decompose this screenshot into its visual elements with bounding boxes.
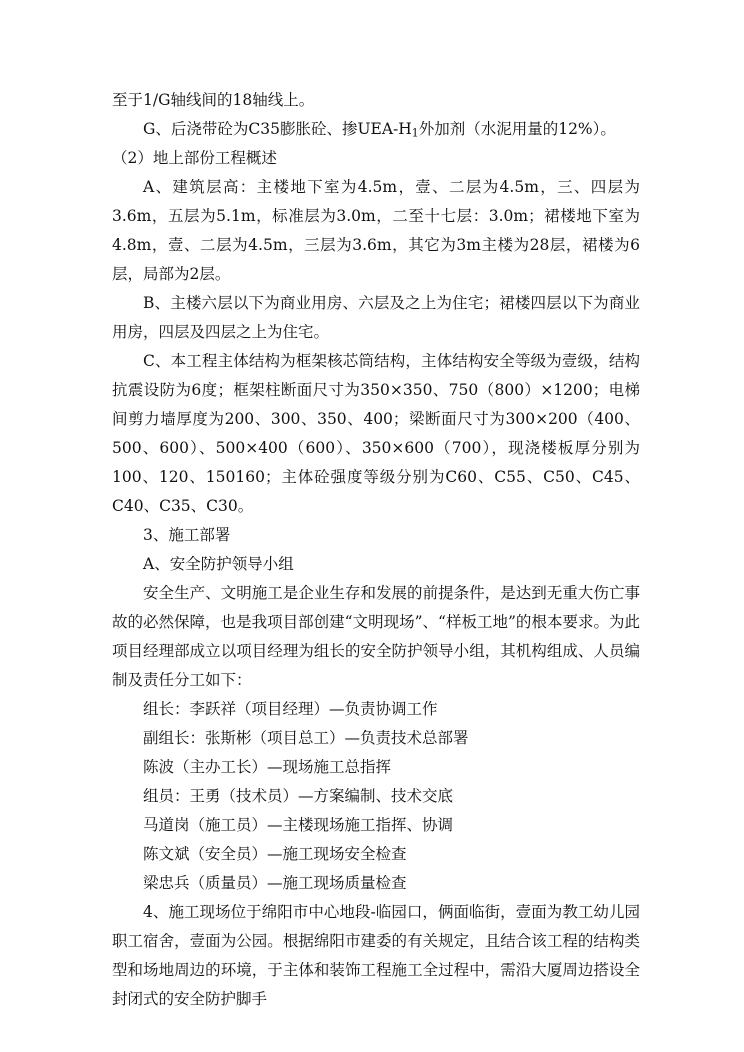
paragraph-safety-intro: 安全生产、文明施工是企业生存和发展的前提条件，是达到无重大伤亡事故的必然保障，也是我项目部创建“文明现场”、“样板工地”的根本要求。为此项目经理部成立以项目经理为组长的安全防护领导小组，其机构组成、人员编制及责任分工如下： <box>112 584 640 689</box>
team-member-technician: 组员：王勇（技术员）—方案编制、技术交底 <box>143 787 454 805</box>
paragraph-axis-continuation: 至于1/G轴线间的18轴线上。 <box>112 91 315 109</box>
team-member-constructor: 马道岗（施工员）—主楼现场施工指挥、协调 <box>143 816 454 834</box>
section-heading-above-ground: （2）地上部份工程概述 <box>112 149 277 167</box>
team-member-deputy: 副组长：张斯彬（项目总工）—负责技术总部署 <box>143 729 469 747</box>
paragraph-floor-heights: A、建筑层高：主楼地下室为4.5m，壹、二层为4.5m，三、四层为3.6m，五层为5.1m，标准层为3.0m，二至十七层：3.0m；裙楼地下室为4.8m，壹、二层为4.5m，三层为3.6m，其它为3m主楼为28层，裙楼为6层，局部为2层。 <box>112 178 640 283</box>
team-member-quality-officer: 梁忠兵（质量员）—施工现场质量检查 <box>143 874 407 892</box>
subscript-1: 1 <box>411 126 419 140</box>
team-member-safety-officer: 陈文斌（安全员）—施工现场安全检查 <box>143 845 407 863</box>
paragraph-post-pour-strip <box>112 115 640 144</box>
section-heading-deployment: 3、施工部署 <box>143 526 231 544</box>
paragraph-structure: C、本工程主体结构为框架核芯筒结构，主体结构安全等级为壹级，结构抗震设防为6度；框架柱断面尺寸为350×350、750（800）×1200；电梯间剪力墙厚度为200、300、350、400；梁断面尺寸为300×200（400、500、600）、500×400（600）、350×600（700），现浇楼板厚分别为100、120、150160；主体砼强度等级分别为C60、C55、C50、C45、C40、C35、C30。 <box>112 352 640 515</box>
team-member-foreman: 陈波（主办工长）—现场施工总指挥 <box>143 758 392 776</box>
paragraph-site-location: 4、施工现场位于绵阳市中心地段-临园口，俩面临街，壹面为教工幼儿园职工宿舍，壹面为公园。根据绵阳市建委的有关规定，且结合该工程的结构类型和场地周边的环境，于主体和装饰工程施工全过程中，需沿大厦周边搭设全封闭式的安全防护脚手 <box>112 903 640 1008</box>
post-pour-strip-text-end: 外加剂（水泥用量的12%）。 <box>418 120 616 138</box>
team-member-leader: 组长：李跃祥（项目经理）—负责协调工作 <box>143 700 438 718</box>
post-pour-strip-text: G、后浇带砼为C35膨胀砼、掺UEA-H <box>143 120 412 138</box>
document-body <box>112 86 640 1014</box>
paragraph-building-use: B、主楼六层以下为商业用房、六层及之上为住宅；裙楼四层以下为商业用房，四层及四层之上为住宅。 <box>112 294 640 341</box>
subheading-safety-group: A、安全防护领导小组 <box>143 555 294 573</box>
